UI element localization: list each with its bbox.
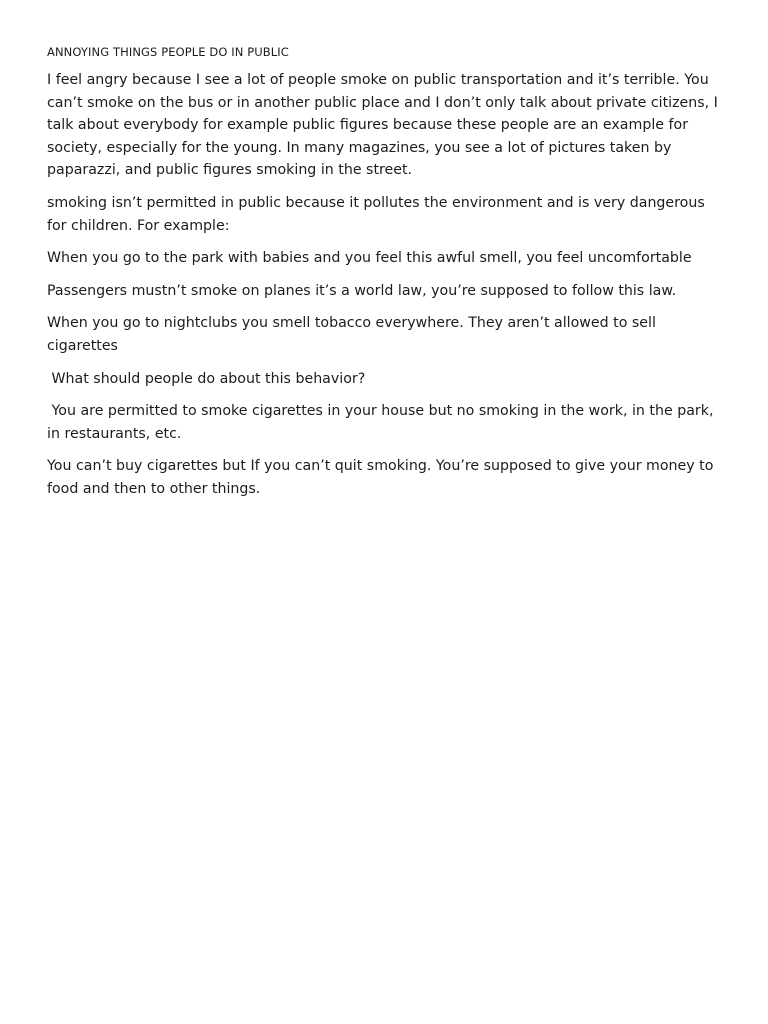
paragraph-park: When you go to the park with babies and you feel this awful smell, you feel uncomfortable (47, 250, 692, 267)
paragraph-conclusion: You can’t buy cigarettes but If you can’t quit smoking. You’re supposed to give your money to food and then to other things. (47, 458, 718, 497)
paragraph-nightclubs: When you go to nightclubs you smell tobacco everywhere. They aren’t allowed to sell cigarettes (47, 315, 661, 354)
paragraph-intro: I feel angry because I see a lot of people smoke on public transportation and it’s terrible. You can’t smoke on the bus or in another public place and I don’t only talk about private citizens, I talk about everybody for example public figures because these people are an example for society, especially for the young. In many magazines, you see a lot of pictures taken by paparazzi, and public figures smoking in the street. (47, 72, 723, 179)
paragraph-pollution: smoking isn’t permitted in public because it pollutes the environment and is very dangerous for children. For example: (47, 194, 710, 234)
document-body (47, 44, 727, 511)
paragraph-question: What should people do about this behavior? (47, 370, 366, 387)
document-title: ANNOYING THINGS PEOPLE DO IN PUBLIC (47, 45, 289, 59)
paragraph-planes: Passengers mustn’t smoke on planes it’s a world law, you’re supposed to follow this law. (47, 282, 677, 299)
paragraph-permitted: You are permitted to smoke cigarettes in your house but no smoking in the work, in the park, in restaurants, etc. (47, 403, 718, 442)
